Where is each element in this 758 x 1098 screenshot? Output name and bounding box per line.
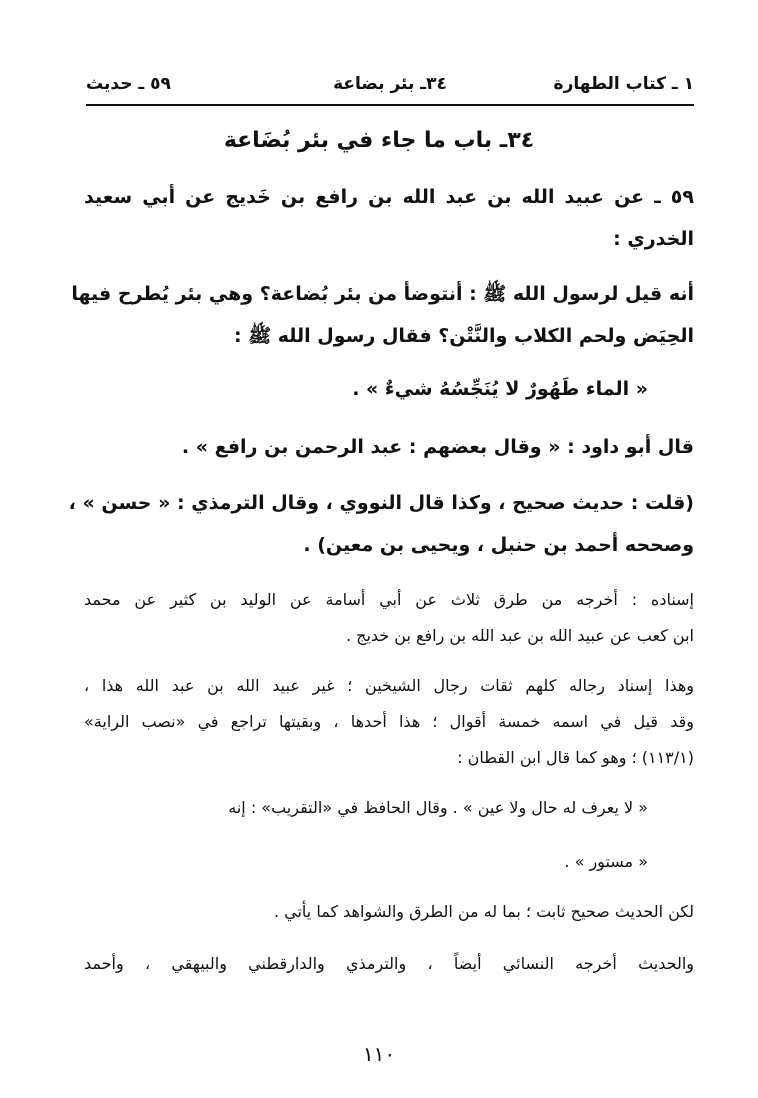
author-grading-line-1: (قلت : حديث صحيح ، وكذا قال النووي ، وقال الترمذي : « حسن » ، — [68, 492, 694, 514]
authenticity-note: لكن الحديث صحيح ثابت ؛ بما له من الطرق والشواهد كما يأتي . — [273, 902, 694, 921]
abu-dawud-note: قال أبو داود : « وقال بعضهم : عبد الرحمن بن رافع » . — [181, 436, 694, 458]
narrators-commentary-line-1: وهذا إسناد رجاله كلهم ثقات رجال الشيخين ؛ غير عبيد الله بن عبد الله هذا ، — [84, 676, 694, 695]
isnad-commentary-line-1: إسناده : أخرجه من طرق ثلاث عن أبي أسامة عن الوليد بن كثير عن محمد — [84, 590, 694, 609]
takhrij-line: والحديث أخرجه النسائي أيضاً ، والترمذي والدارقطني والبيهقي ، وأحمد — [84, 954, 694, 973]
header-hadith-number: ٥٩ ـ حديث — [86, 74, 171, 94]
quote-mastur: « مستور » . — [564, 852, 648, 871]
narrators-commentary-line-2: وقد قيل في اسمه خمسة أقوال ؛ هذا أحدها ، وبقيتها تراجع في «نصب الراية» — [84, 712, 694, 731]
narrators-commentary-line-3: (١١٣/١) ؛ وهو كما قال ابن القطان : — [457, 748, 694, 767]
header-divider — [86, 104, 694, 106]
header-book-title: ١ ـ كتاب الطهارة — [553, 74, 694, 94]
author-grading-line-2: وصححه أحمد بن حنبل ، ويحيى بن معين) . — [303, 534, 694, 556]
hadith-matn-line-2: الحِيَض ولحم الكلاب والنَّتْن؟ فقال رسول الله ﷺ : — [233, 325, 694, 347]
quote-ibn-qattan: « لا يعرف له حال ولا عين » . وقال الحافظ في «التقريب» : إنه — [228, 798, 648, 817]
hadith-matn-line-1: أنه قيل لرسول الله ﷺ : أنتوضأ من بئر بُضاعة؟ وهي بئر يُطرح فيها — [71, 283, 694, 305]
hadith-isnad-line-1: ٥٩ ـ عن عبيد الله بن عبد الله بن رافع بن خَديج عن أبي سعيد — [84, 186, 694, 208]
hadith-saying: « الماء طَهُورٌ لا يُنَجِّسُهُ شيءٌ » . — [352, 378, 648, 400]
header-chapter-title: ٣٤ـ بئر بضاعة — [333, 74, 447, 94]
chapter-heading: ٣٤ـ باب ما جاء في بئر بُضَاعة — [223, 128, 535, 153]
page-number: ١١٠ — [362, 1042, 396, 1066]
hadith-isnad-line-2: الخدري : — [613, 228, 694, 250]
running-header — [86, 74, 694, 102]
isnad-commentary-line-2: ابن كعب عن عبيد الله بن عبد الله بن رافع بن خديج . — [345, 626, 694, 645]
